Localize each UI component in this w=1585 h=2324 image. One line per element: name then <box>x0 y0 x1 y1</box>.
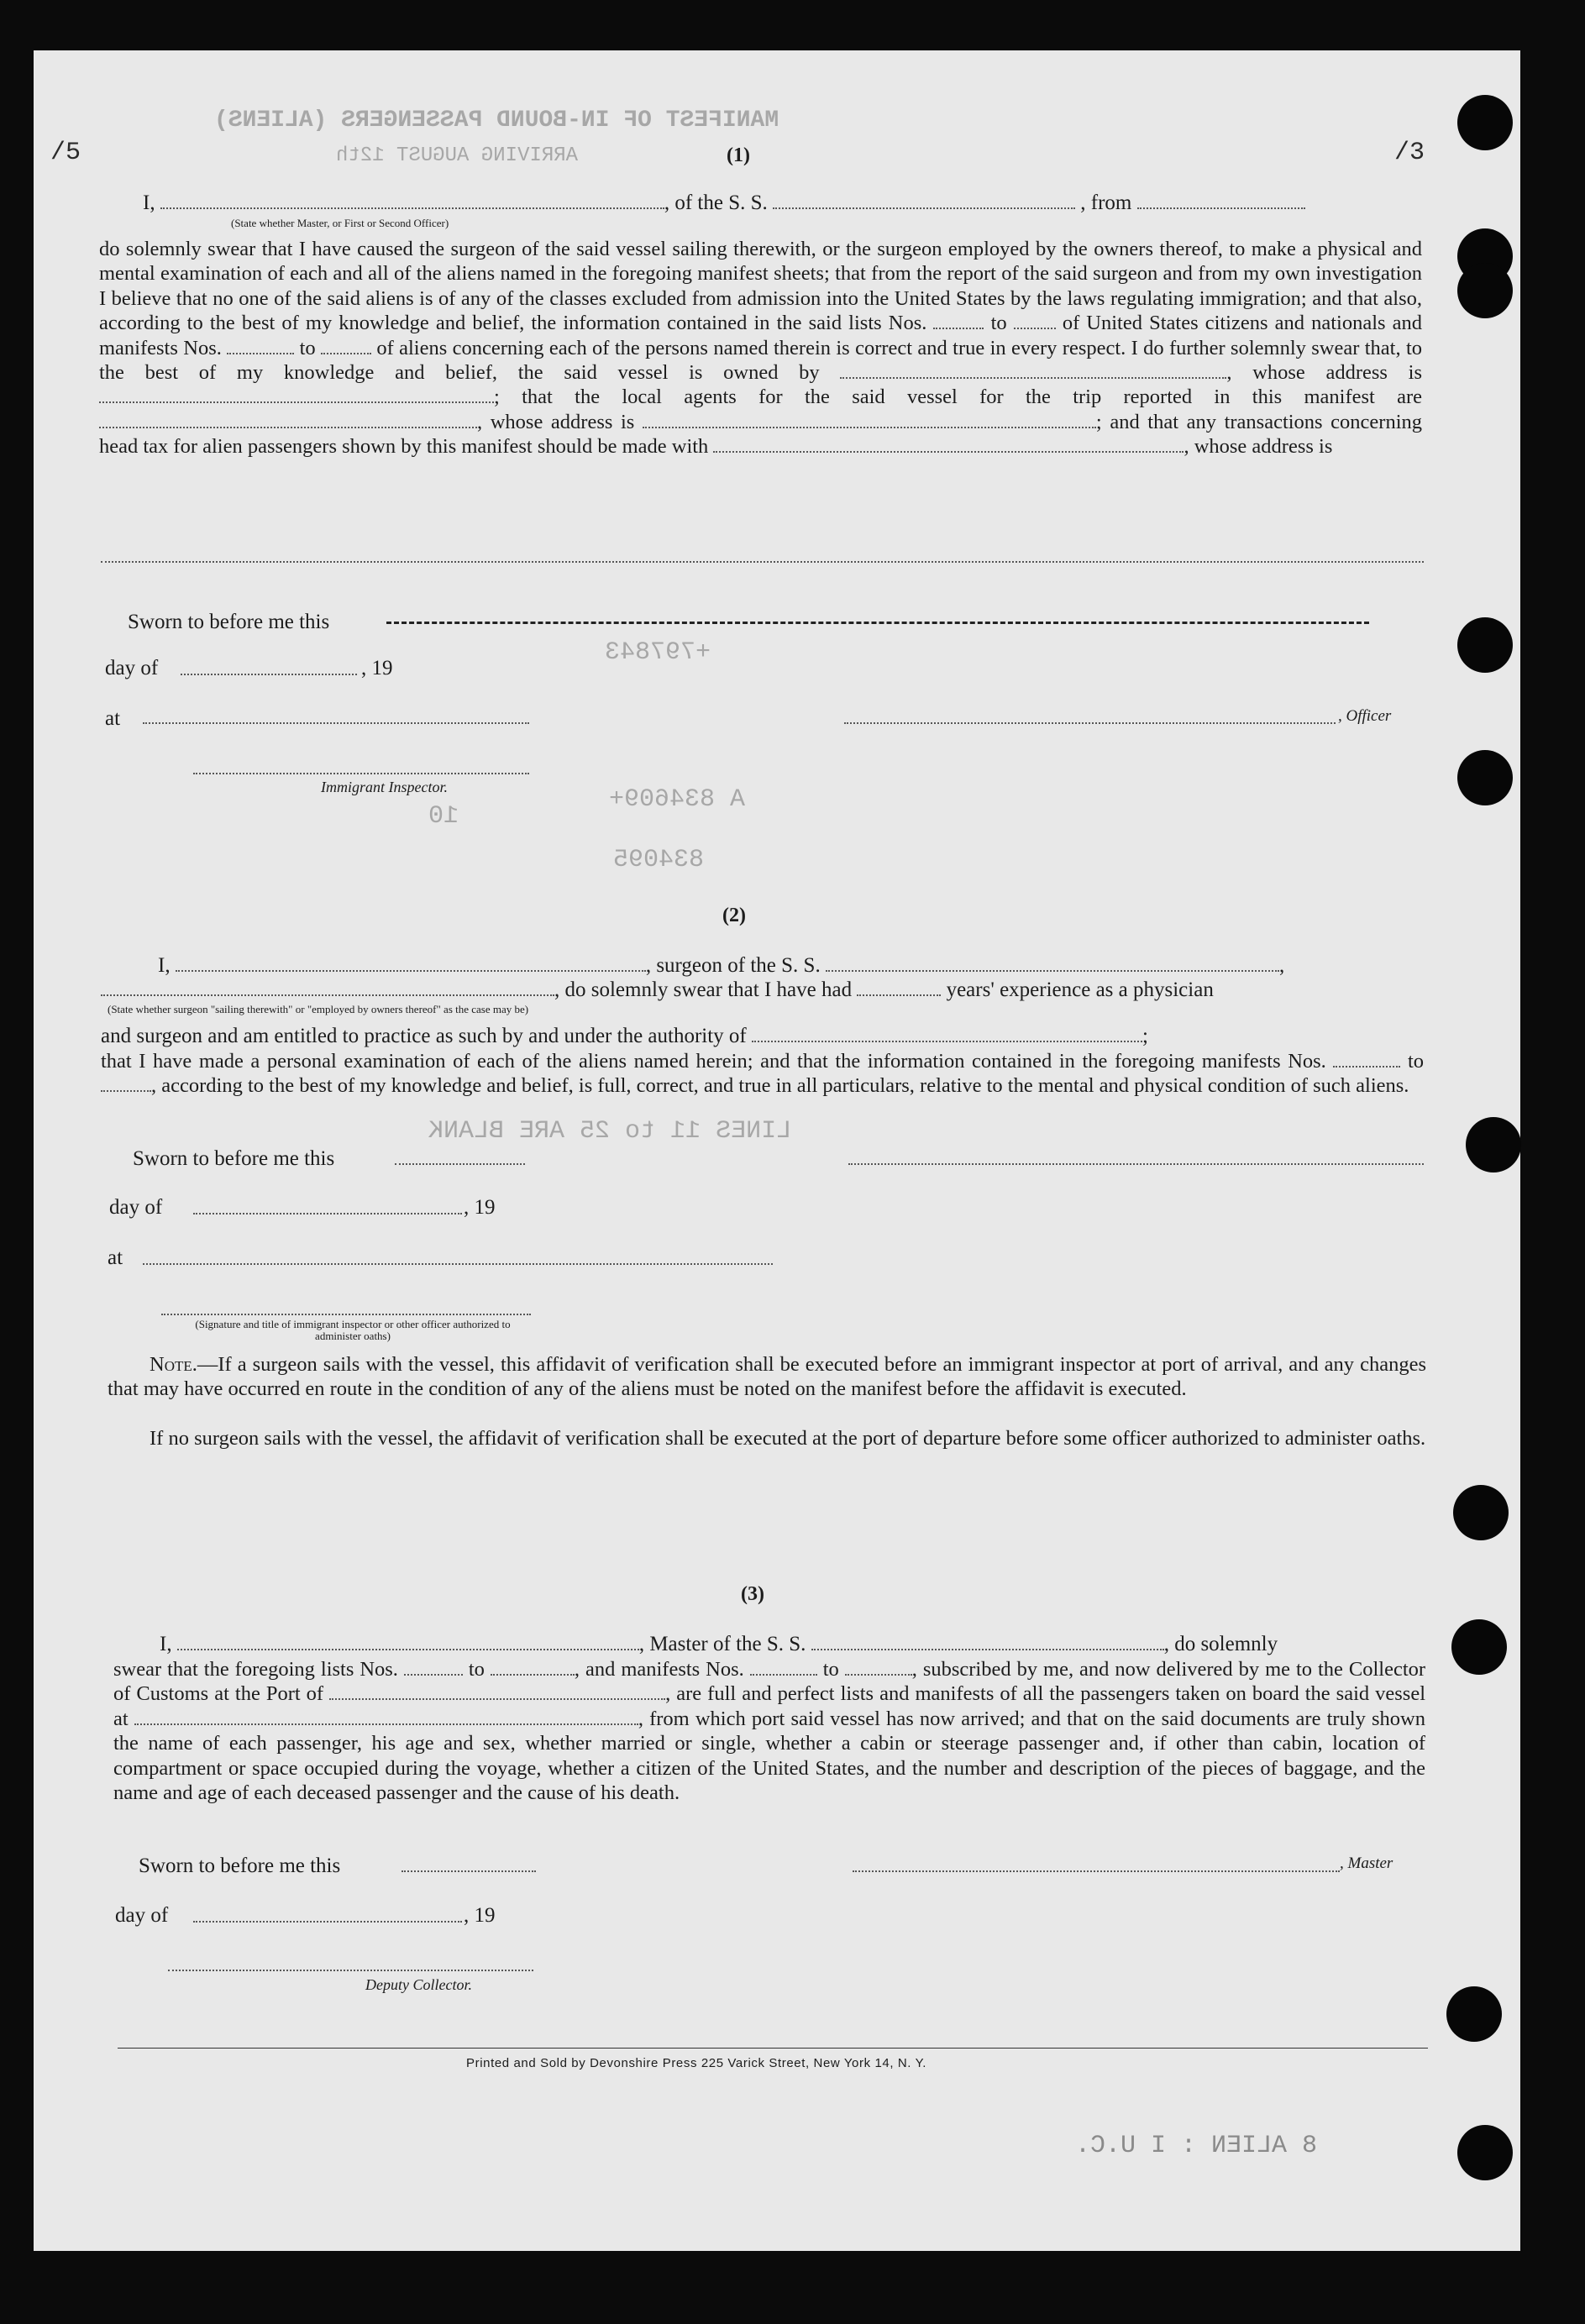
sworn-day-line[interactable] <box>386 622 1369 624</box>
master-name-field[interactable] <box>177 1634 639 1650</box>
section-2-authority: and surgeon and am entitled to practice as such by and under the authority of ; <box>101 1025 1148 1047</box>
manifest-page <box>34 50 1520 2251</box>
binder-hole <box>1457 263 1513 318</box>
binder-hole <box>1457 750 1513 805</box>
lists-from-field[interactable] <box>933 312 984 329</box>
s2-signature-line[interactable] <box>848 1163 1424 1165</box>
owner-field[interactable] <box>840 362 1226 379</box>
bleed-through-number: 10 <box>428 802 459 831</box>
section-2-body: that I have made a personal examination of each of the aliens named herein; and that the information contained in the foregoing manifests Nos. to , according to the best of my knowledge and belief, is full, correct, and true in all particulars, relative to the mental and physical condition of such aliens. <box>101 1050 1424 1098</box>
section-3-number: (3) <box>741 1583 764 1605</box>
s2-manifests-to-field[interactable] <box>101 1075 151 1092</box>
section-1-nineteen: , 19 <box>361 657 393 679</box>
lists-to-field[interactable] <box>1014 312 1056 329</box>
section-3-line1: I, , Master of the S. S. , do solemnly <box>160 1633 1278 1655</box>
day-of-line[interactable] <box>181 674 357 675</box>
section-2-day-of: day of <box>109 1196 163 1219</box>
binder-hole <box>1457 617 1513 673</box>
binder-hole <box>1453 1485 1509 1540</box>
binder-hole <box>1457 95 1513 150</box>
printer-credit: Printed and Sold by Devonshire Press 225 Varick Street, New York 14, N. Y. <box>466 2056 927 2070</box>
s2-at-line[interactable] <box>143 1263 773 1265</box>
section-1-body: do solemnly swear that I have caused the surgeon of the said vessel sailing therewith, or the surgeon employed by the owners thereof, to make a physical and mental examination of each and all of the aliens named in the foregoing manifest sheets; that from the report of the said surgeon and from my own investigation I believe that no one of the said aliens is of any of the classes excluded from admission into the United States by the laws regulating immigration; and that also, according to the best of my knowledge and belief, the information contained in the said lists Nos. to of United States citizens and nationals and manifests Nos. to of aliens concerning each of the persons named therein is correct and true in every respect. I do further solemnly swear that, to the best of my knowledge and belief, the said vessel is owned by , whose address is ; that the local agents for the said vessel for the trip reported in this manifest are , whose address is ; and that any transactions concerning head tax for alien passengers shown by this manifest should be made with , whose address is <box>99 238 1423 459</box>
binder-hole <box>1446 1986 1502 2042</box>
bleed-through-number: A 834609+ <box>609 785 746 814</box>
s3-sworn-line[interactable] <box>401 1870 536 1872</box>
s3-day-of-line[interactable] <box>193 1921 462 1923</box>
section-2-sworn: Sworn to before me this <box>133 1147 335 1170</box>
years-field[interactable] <box>857 979 941 996</box>
officer-name-field[interactable] <box>160 192 664 209</box>
bleed-through-number: 834095 <box>613 846 705 874</box>
authority-field[interactable] <box>752 1026 1142 1042</box>
agents-address-field[interactable] <box>643 412 1096 428</box>
binder-hole <box>1451 1619 1507 1675</box>
section-2-caption: (State whether surgeon "sailing therewith" or "employed by owners thereof" as the case may be) <box>108 1003 529 1015</box>
prefix: I, <box>143 191 155 214</box>
officer-signature-line[interactable] <box>844 722 1336 724</box>
s3-lists-from-field[interactable] <box>404 1659 463 1676</box>
bleed-through-arrival: ARRIVING AUGUST 12th <box>336 144 579 167</box>
of-ss-label: , of the S. S. <box>664 191 768 214</box>
section-2-note-2: If no surgeon sails with the vessel, the affidavit of verification shall be executed at the port of departure before some officer authorized to administer oaths. <box>150 1427 1426 1450</box>
section-2-nineteen: , 19 <box>464 1196 496 1219</box>
s3-manifests-from-field[interactable] <box>750 1659 817 1676</box>
s2-inspector-signature-line[interactable] <box>161 1314 531 1315</box>
bleed-through-number: +797843 <box>605 638 711 667</box>
inspector-signature-line[interactable] <box>193 773 529 774</box>
section-2-line2: , do solemnly swear that I have had years' experience as a physician <box>101 978 1214 1002</box>
section-1-sworn: Sworn to before me this <box>128 611 330 633</box>
vessel-name-field[interactable] <box>773 192 1075 209</box>
stamp-top-right: /3 <box>1394 139 1425 167</box>
local-agents-field[interactable] <box>99 412 477 428</box>
surgeon-vessel-field[interactable] <box>826 955 1279 972</box>
section-2-note: Note.—If a surgeon sails with the vessel, this affidavit of verification shall be executed before an immigrant inspector at port of arrival, and any changes that may have occurred en route in the condition of any of the aliens must be noted on the manifest before the affidavit is executed. <box>108 1353 1426 1401</box>
section-2-at: at <box>108 1246 123 1269</box>
section-1-caption: (State whether Master, or First or Second Officer) <box>231 217 449 229</box>
binder-hole <box>1457 2125 1513 2180</box>
s2-day-of-line[interactable] <box>193 1213 462 1214</box>
section-1-number: (1) <box>727 144 750 166</box>
head-tax-agent-field[interactable] <box>713 436 1184 453</box>
manifests-from-field[interactable] <box>227 338 294 354</box>
section-3-nineteen: , 19 <box>464 1904 496 1927</box>
s3-manifests-to-field[interactable] <box>845 1659 912 1676</box>
section-3-body: swear that the foregoing lists Nos. to , and manifests Nos. to , subscribed by me, and now delivered by me to the Collector of Customs at the Port of , are full and perfect lists and manifests of all the passengers taken on board the said vessel at , from which port said vessel has now arrived; and that on the said documents are truly shown the name of each passenger, his age and sex, whether married or single, whether a cabin or steerage passenger and, if other than cabin, location of compartment or space occupied during the voyage, whether a citizen of the United States, and the number and description of the pieces of baggage, and the name and age of each deceased passenger and the cause of his death. <box>113 1658 1426 1805</box>
officer-label: , Officer <box>1338 707 1392 725</box>
inspector-label: Immigrant Inspector. <box>321 779 448 795</box>
section-2-line1: I, , surgeon of the S. S. , <box>158 954 1285 977</box>
section-3-sworn: Sworn to before me this <box>139 1854 341 1877</box>
departure-port-field[interactable] <box>134 1708 638 1725</box>
from-label: , from <box>1080 191 1132 214</box>
bleed-through-lines-blank: LINES 11 to 25 ARE BLANK <box>428 1117 792 1146</box>
port-field[interactable] <box>329 1683 665 1700</box>
section-1-line1 <box>143 191 1305 215</box>
deputy-signature-line[interactable] <box>168 1970 533 1971</box>
stamp-bottom: 8 ALIEN : I U.C. <box>1075 2132 1318 2160</box>
head-tax-address-line[interactable] <box>101 561 1424 563</box>
section-1-at: at <box>105 707 121 730</box>
section-1-day-of: day of <box>105 657 159 679</box>
stamp-top-left: /5 <box>50 139 81 167</box>
s3-lists-to-field[interactable] <box>491 1659 575 1676</box>
master-vessel-field[interactable] <box>811 1634 1164 1650</box>
binder-hole <box>1466 1117 1521 1172</box>
manifests-to-field[interactable] <box>321 338 371 354</box>
bleed-through-heading: MANIFEST OF IN-BOUND PASSENGERS (ALIENS) <box>214 108 779 134</box>
from-port-field[interactable] <box>1137 192 1305 209</box>
section-3-day-of: day of <box>115 1904 169 1927</box>
master-signature-line[interactable] <box>853 1870 1340 1872</box>
surgeon-status-field[interactable] <box>101 979 554 996</box>
owner-address-field[interactable] <box>99 386 494 403</box>
footer-rule <box>118 2048 1428 2049</box>
deputy-collector-label: Deputy Collector. <box>365 1976 472 1993</box>
surgeon-name-field[interactable] <box>176 955 646 972</box>
section-2-signature-caption: (Signature and title of immigrant inspector or other officer authorized to administer oaths) <box>195 1318 511 1342</box>
s2-manifests-from-field[interactable] <box>1333 1051 1400 1068</box>
s2-sworn-line[interactable] <box>395 1163 525 1165</box>
section-2-number: (2) <box>722 905 746 926</box>
at-line[interactable] <box>143 722 529 724</box>
master-label: , Master <box>1340 1854 1393 1872</box>
